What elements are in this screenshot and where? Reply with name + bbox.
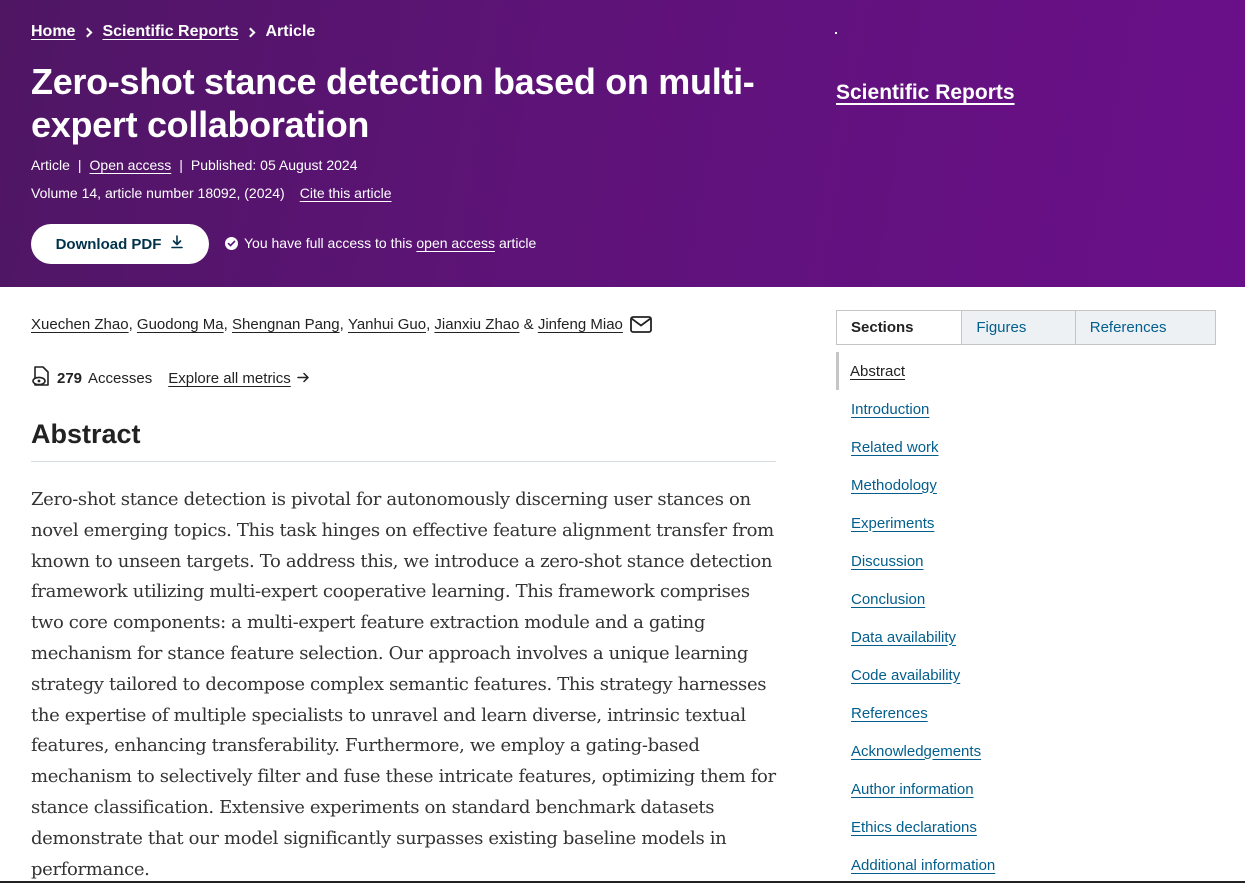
toc-item-data-availability[interactable]: Data availability [851,628,957,646]
explore-metrics-label: Explore all metrics [168,370,291,387]
published-date: Published: 05 August 2024 [190,157,358,173]
abstract-divider [31,461,776,462]
abstract-heading: Abstract [31,419,141,449]
author-link[interactable]: Shengnan Pang [232,316,340,333]
author-separator: , [339,316,344,333]
explore-metrics-link[interactable] [168,370,310,387]
article-header [0,0,1245,287]
toc-item-discussion[interactable]: Discussion [851,552,924,570]
author-list [31,316,652,333]
arrow-right-icon [297,370,310,387]
toc-item-additional-information[interactable]: Additional information [851,856,996,874]
chevron-right-icon [246,27,256,37]
access-note [225,235,536,251]
meta-divider: | [179,157,183,173]
author-link[interactable]: Yanhui Guo [347,316,427,333]
toc-item-abstract[interactable]: Abstract [836,352,1216,390]
journal-link[interactable]: Scientific Reports [836,81,1015,104]
toc-item-author-information[interactable]: Author information [851,780,974,798]
breadcrumb-home[interactable]: Home [31,23,76,40]
toc-item-references[interactable]: References [851,704,928,722]
abstract-text: Zero-shot stance detection is pivotal for autonomously discerning user stances on novel emerging topics. This task hinges on effective feature alignment transfer from known to unseen targets. To address this, we introduce a zero-shot stance detection framework utilizing multi-expert cooperative learning. This framework comprises two core components: a multi-expert feature extraction module and a gating mechanism for stance feature selection. Our approach involves a unique learning strategy tailored to decompose complex semantic features. This strategy harnesses the expertise of multiple specialists to unravel and learn diverse, intrinsic textual features, enhancing transferability. Furthermore, we employ a gating-based mechanism to selectively filter and fuse these intricate features, optimizing them for stance classification. Extensive experiments on standard benchmark datasets demonstrate that our model significantly surpasses existing baseline models in performance. [31,489,776,880]
author-link[interactable]: Xuechen Zhao [31,316,129,333]
sections-nav [836,352,1216,883]
toc-item-experiments[interactable]: Experiments [851,514,935,532]
access-suffix: article [498,235,537,251]
page-title: Zero-shot stance detection based on multi-expert collaboration [31,61,755,145]
sidebar-tabs [836,310,1216,345]
toc-item-code-availability[interactable]: Code availability [851,666,961,684]
toc-item-conclusion[interactable]: Conclusion [851,590,926,608]
accesses-label: Accesses [88,370,153,387]
breadcrumb-current: Article [265,23,316,40]
article-meta [31,157,357,173]
meta-divider: | [77,157,82,173]
toc-item-acknowledgements[interactable]: Acknowledgements [851,742,982,760]
breadcrumb [31,23,315,41]
author-ampersand: & [523,316,534,333]
toc-item-related-work[interactable]: Related work [851,438,939,456]
toc-item-methodology[interactable]: Methodology [851,476,937,494]
author-link[interactable]: Jinfeng Miao [537,316,623,333]
author-separator: , [223,316,228,333]
download-label: Download PDF [55,235,162,253]
volume-info: Volume 14, article number 18092, (2024) [31,185,285,201]
tab-sections[interactable]: Sections [837,311,961,344]
author-separator: , [426,316,431,333]
access-open-access-link[interactable]: open access [416,235,495,251]
author-link[interactable]: Jianxiu Zhao [434,316,520,333]
metrics-row [31,366,310,391]
eye-doc-icon [31,366,51,391]
article-type: Article [31,157,70,173]
accesses-count: 279 [57,370,83,387]
tab-figures[interactable]: Figures [961,311,1074,344]
journal-logo-placeholder [835,32,837,34]
toc-item-introduction[interactable]: Introduction [851,400,930,418]
open-access-link[interactable]: Open access [89,157,172,173]
mail-icon[interactable] [630,316,652,333]
article-volume-row [31,185,392,201]
author-separator: , [128,316,133,333]
breadcrumb-journal[interactable]: Scientific Reports [102,23,239,40]
toc-item-ethics-declarations[interactable]: Ethics declarations [851,818,977,836]
author-link[interactable]: Guodong Ma [136,316,224,333]
access-prefix: You have full access to this [244,235,413,251]
cite-article-link[interactable]: Cite this article [299,185,392,201]
download-pdf-button[interactable] [31,224,209,264]
download-icon [170,235,184,253]
chevron-right-icon [83,27,93,37]
tab-references[interactable]: References [1075,311,1215,344]
check-circle-icon [225,237,238,250]
